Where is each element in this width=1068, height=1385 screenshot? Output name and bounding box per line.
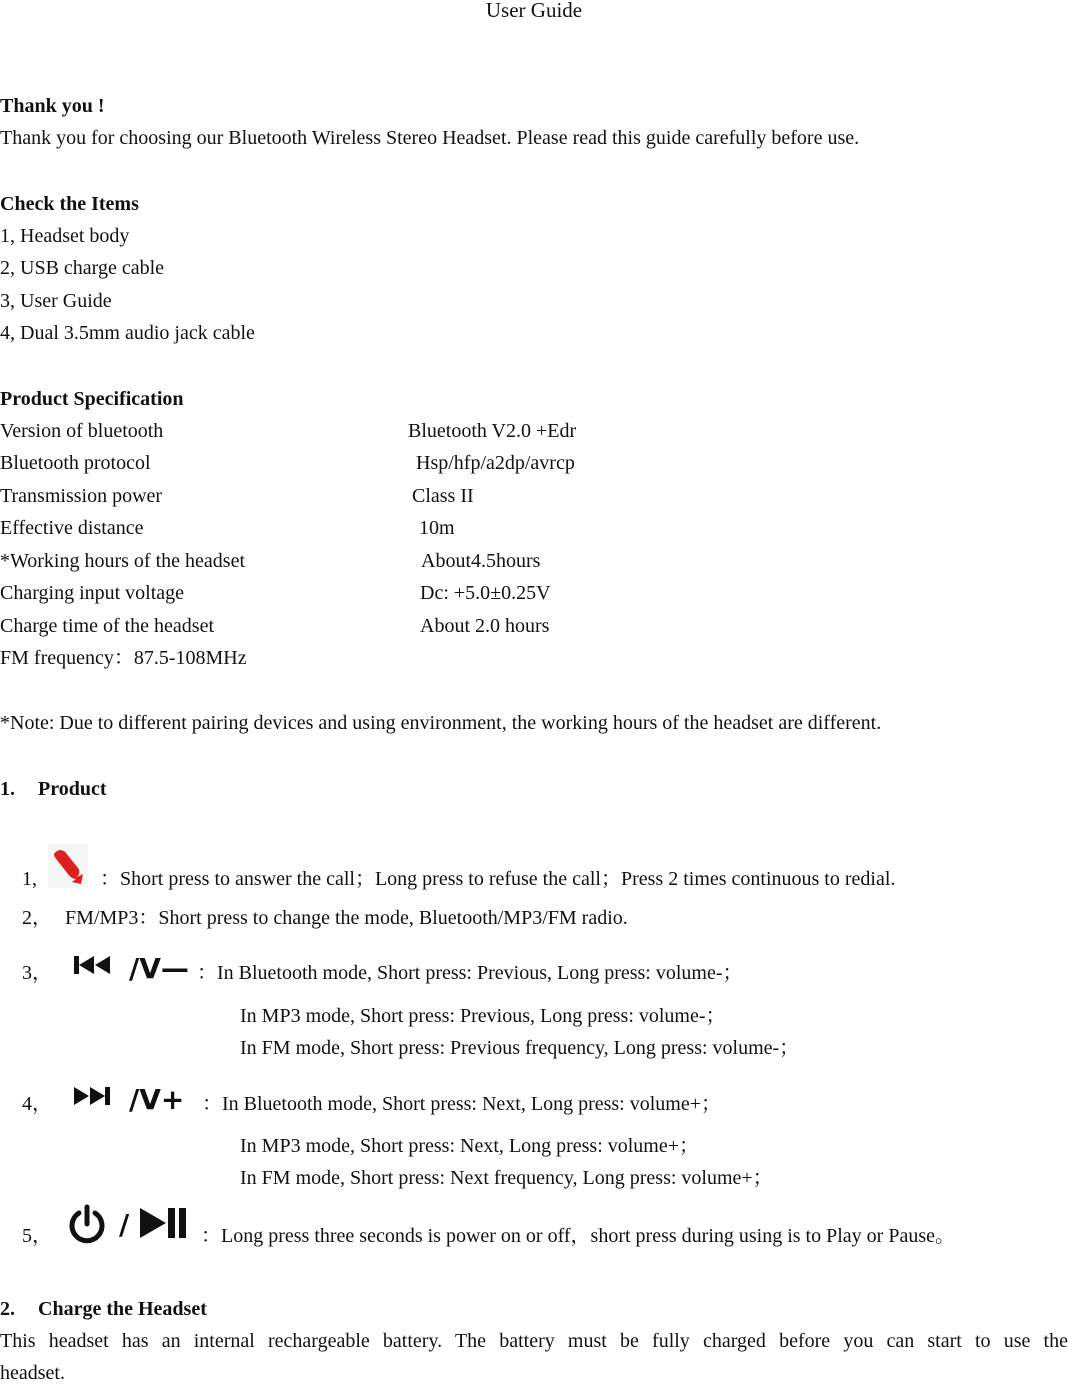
check-item: 4, Dual 3.5mm audio jack cable [0,322,255,344]
spec-value: Bluetooth V2.0 +Edr [408,420,577,442]
thank-you-heading: Thank you ! [0,95,105,117]
spec-label: Charging input voltage [0,582,185,604]
check-item: 2, USB charge cable [0,257,165,279]
volume-down-symbol: /V— [129,952,189,985]
page-title: User Guide [485,0,583,22]
check-item: 1, Headset body [0,225,130,247]
note-text: *Note: Due to different pairing devices and using environment, the working hours of the headset are different. [0,712,882,734]
spec-label: Bluetooth protocol [0,452,151,474]
item-number: 5， [22,1225,52,1247]
thank-you-text: Thank you for choosing our Bluetooth Wireless Stereo Headset. Please read this guide carefully before use. [0,127,860,149]
item-3-text: ：In Bluetooth mode, Short press: Previous, Long press: volume-； [197,962,743,984]
volume-up-symbol: /V+ [129,1083,185,1116]
item-4-line-2: In MP3 mode, Short press: Next, Long press: volume+； [240,1135,700,1157]
item-5-text: ：Long press three seconds is power on or off，short press during using is to Play or Pause。 [201,1225,955,1247]
spec-value: 10m [419,517,455,539]
check-item: 3, User Guide [0,290,112,312]
item-3-line-3: In FM mode, Short press: Previous frequency, Long press: volume-； [240,1037,800,1059]
item-number: 2， [22,907,52,929]
spec-value: Dc: +5.0±0.25V [420,582,551,604]
power-icon [66,1204,108,1246]
spec-value: Hsp/hfp/a2dp/avrcp [416,452,575,474]
item-number: 1, [22,868,37,890]
charge-text-line-1: This headset has an internal rechargeable battery. The battery must be fully charged before you can start to use the [0,1330,1068,1352]
spec-label: Version of bluetooth [0,420,164,442]
item-number: 3， [22,962,52,984]
spec-value: About4.5hours [421,550,541,572]
section-number: 2. [0,1298,15,1320]
phone-icon [48,844,88,888]
item-3-line-2: In MP3 mode, Short press: Previous, Long press: volume-； [240,1005,726,1027]
spec-label: Transmission power [0,485,163,507]
spec-fm-frequency: FM frequency：87.5-108MHz [0,647,247,669]
item-4-text: ：In Bluetooth mode, Short press: Next, Long press: volume+； [202,1093,722,1115]
spec-label: *Working hours of the headset [0,550,245,572]
item-4-line-3: In FM mode, Short press: Next frequency, Long press: volume+； [240,1167,773,1189]
spec-label: Effective distance [0,517,144,539]
spec-value: Class II [412,485,474,507]
spec-label: Charge time of the headset [0,615,215,637]
item-number: 4， [22,1093,52,1115]
check-items-heading: Check the Items [0,193,139,215]
spec-value: About 2.0 hours [420,615,550,637]
product-heading: Product [38,778,107,800]
play-pause-icon [138,1206,188,1240]
charge-heading: Charge the Headset [38,1298,207,1320]
next-track-icon [72,1085,112,1107]
item-1-text: ：Short press to answer the call；Long press to refuse the call；Press 2 times continuous to redial. [100,868,896,890]
spec-heading: Product Specification [0,388,184,410]
separator-slash: / [119,1208,130,1241]
section-number: 1. [0,778,15,800]
previous-track-icon [72,954,112,976]
charge-text-line-2: headset. [0,1362,65,1384]
item-2-text: FM/MP3：Short press to change the mode, Bluetooth/MP3/FM radio. [65,907,628,929]
